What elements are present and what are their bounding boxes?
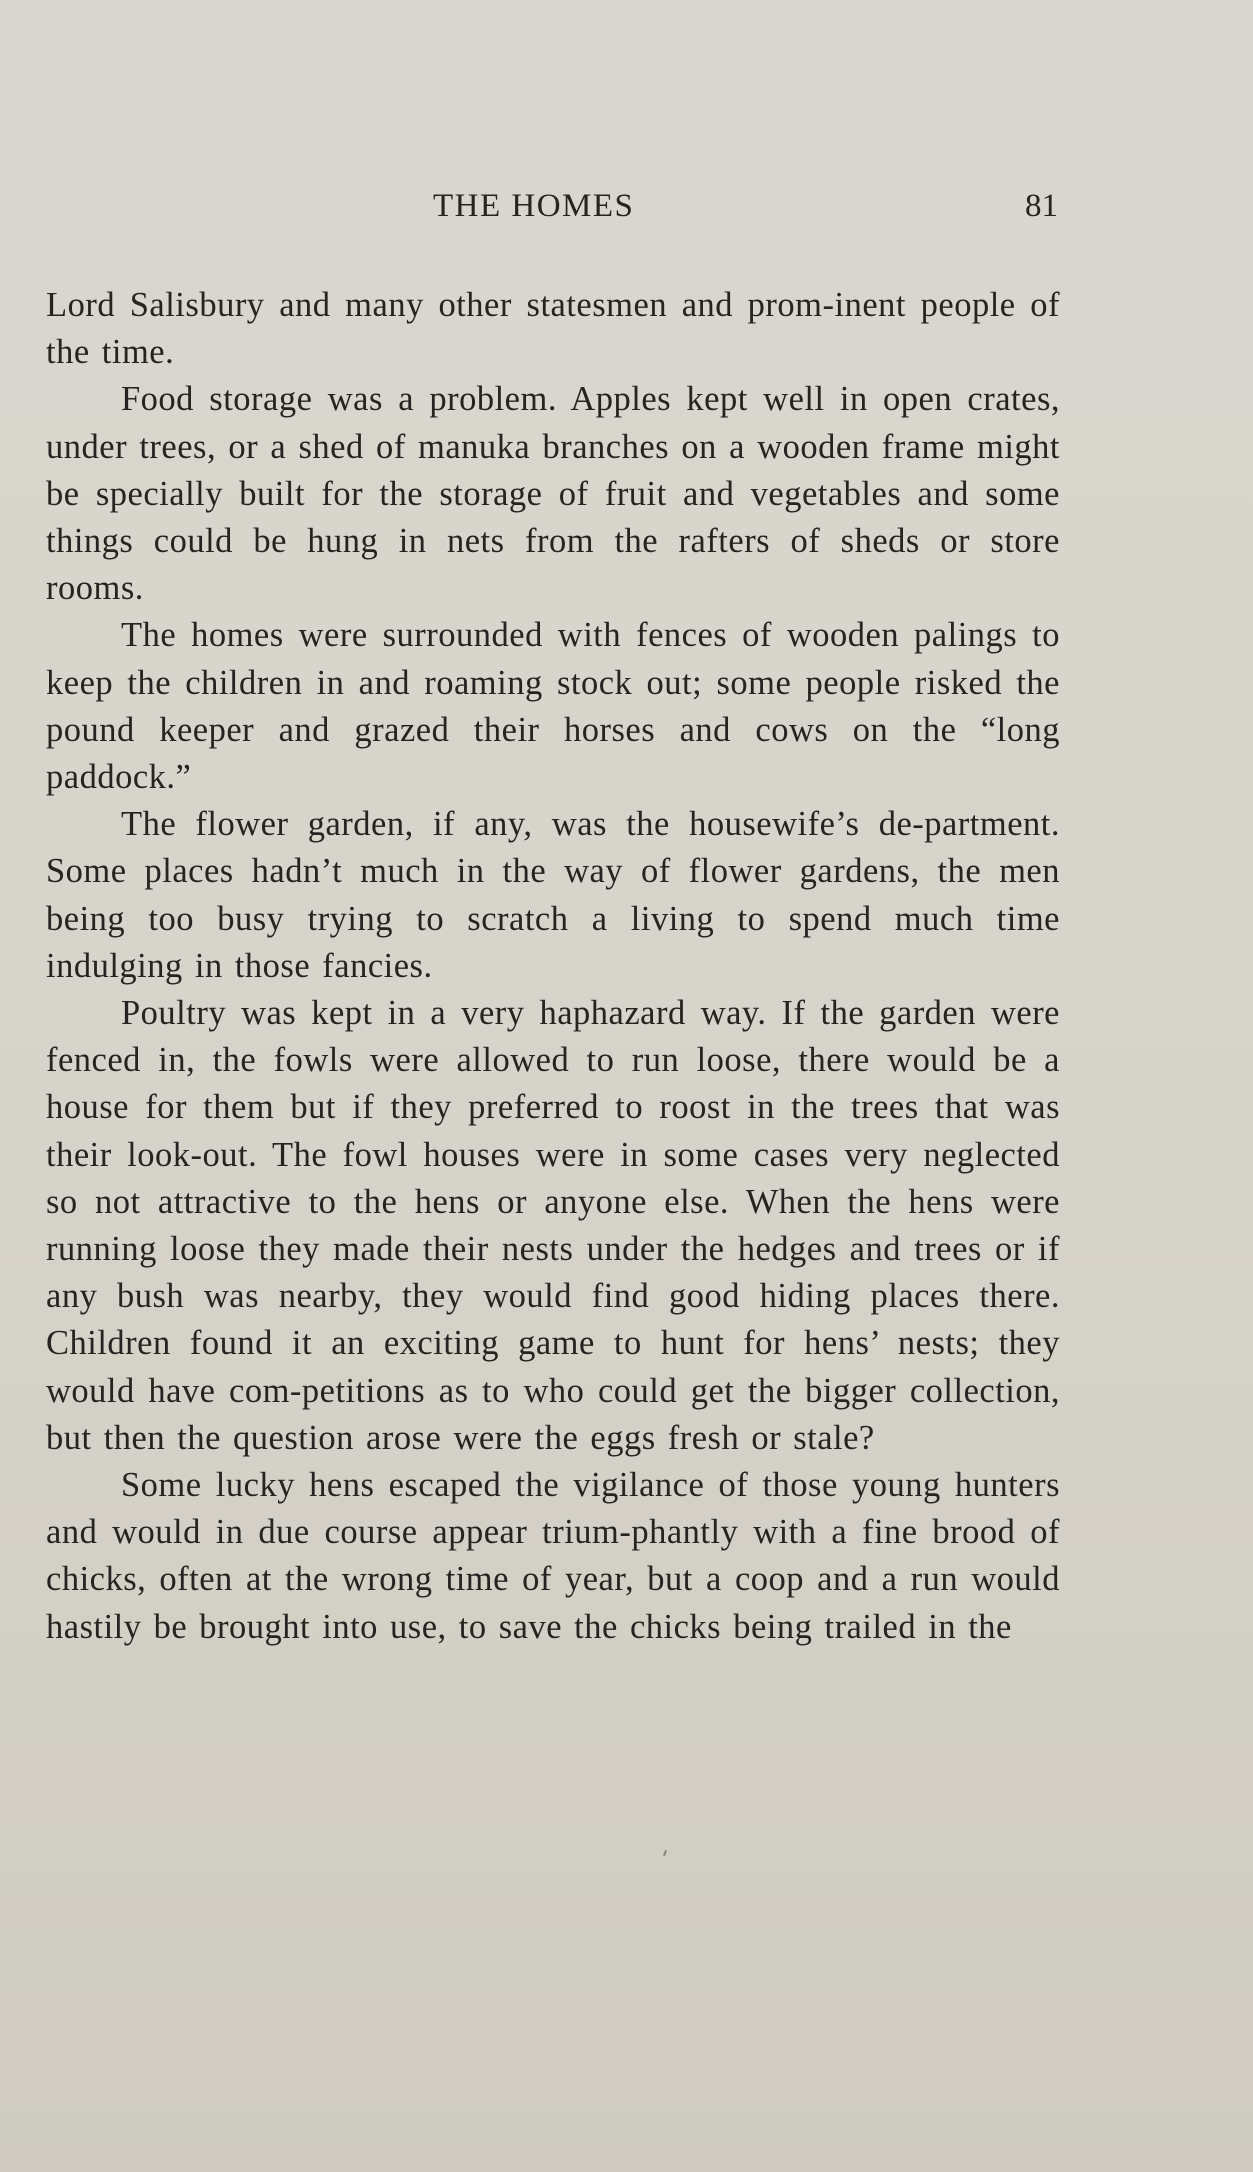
paragraph-poultry: Poultry was kept in a very haphazard way. If the garden were fenced in, the fowls were allowed to run loose, there would be a house for them but if they preferred to roost in the trees that was their look-out. The fowl houses were in some cases very neglected so not attractive to the hens or anyone else. When the hens were running loose they made their nests under the hedges and trees or if any bush was nearby, they would find good hiding places there. Children found it an exciting game to hunt for hens’ nests; they would have com-petitions as to who could get the bigger collection, but then the question arose were the eggs fresh or stale? (46, 994, 1060, 1457)
running-head (0, 188, 1253, 228)
running-title: THE HOMES (433, 188, 635, 224)
page-number: 81 (1025, 188, 1058, 224)
paragraph-flower-garden: The flower garden, if any, was the housewife’s de-partment. Some places hadn’t much in the way of flower gardens, the men being too busy trying to scratch a living to spend much time indulging in those fancies. (46, 805, 1060, 985)
paragraph-lucky-hens: Some lucky hens escaped the vigilance of those young hunters and would in due course appear trium-phantly with a fine brood of chicks, often at the wrong time of year, but a coop and a run would hastily be brought into use, to save the chicks being trailed in the (46, 1466, 1060, 1646)
body-text (46, 282, 1060, 1651)
paragraph-continued: Lord Salisbury and many other statesmen and prom-inent people of the time. (46, 286, 1060, 372)
paper-speck (663, 1850, 667, 1856)
paragraph-food-storage: Food storage was a problem. Apples kept well in open crates, under trees, or a shed of manuka branches on a wooden frame might be specially built for the storage of fruit and vegetables and some things could be hung in nets from the rafters of sheds or store rooms. (46, 380, 1060, 608)
paragraph-fences: The homes were surrounded with fences of wooden palings to keep the children in and roaming stock out; some people risked the pound keeper and grazed their horses and cows on the “long paddock.” (46, 616, 1060, 797)
